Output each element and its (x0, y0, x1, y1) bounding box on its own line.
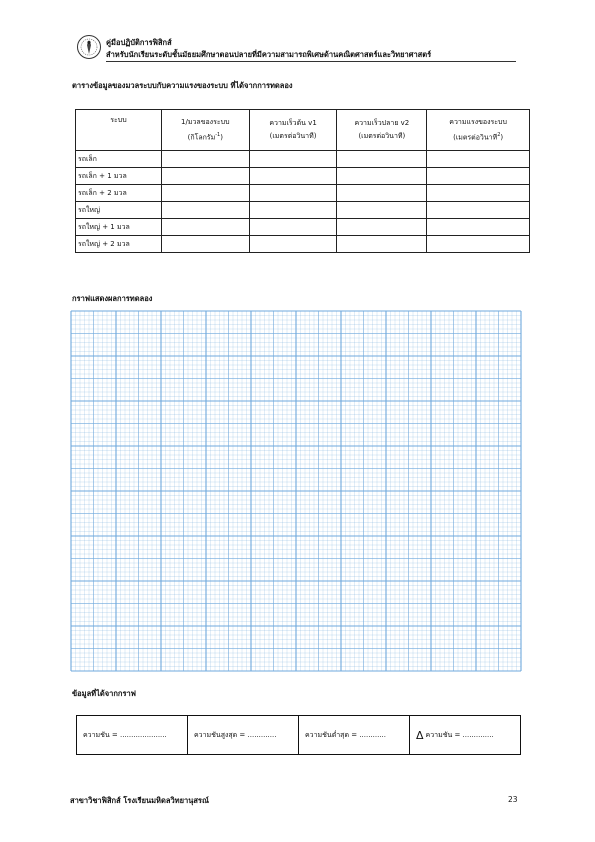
table-cell[interactable] (249, 151, 337, 168)
table-cell[interactable] (161, 236, 249, 253)
table-cell[interactable] (337, 151, 427, 168)
table-row (76, 151, 530, 168)
column-header-unit: (เมตรต่อวินาที) (358, 132, 406, 140)
delta-slope-label: ความชัน = .............. (425, 730, 494, 739)
table-cell[interactable] (249, 185, 337, 202)
table-cell[interactable] (249, 202, 337, 219)
delta-slope-field[interactable] (409, 716, 520, 754)
table-cell[interactable] (161, 185, 249, 202)
row-label: รถใหญ่ (76, 202, 162, 219)
table-cell[interactable] (427, 185, 530, 202)
row-label: รถเล็ก (76, 151, 162, 168)
column-header-inverse-mass (161, 110, 249, 151)
column-header-initial-velocity (249, 110, 337, 151)
graph-title: กราฟแสดงผลการทดลอง (72, 294, 153, 303)
table-cell[interactable] (427, 219, 530, 236)
page-number: 23 (508, 795, 518, 804)
column-header-unit: (เมตรต่อวินาที) (269, 132, 317, 140)
graph-info-box (76, 715, 521, 755)
delta-icon: Δ (416, 728, 424, 742)
column-header-unit: (เมตรต่อวินาที$^2$) (453, 131, 504, 142)
column-header-label: ความเร็วปลาย v2 (354, 119, 410, 127)
min-slope-label: ความชันต่ำสุด = ............ (305, 730, 387, 739)
header-subtitle: สำหรับนักเรียนระดับชั้นมัธยมศึกษาตอนปลายที่มีความสามารถพิเศษด้านคณิตศาสตร์และวิทยาศาสตร์ (106, 50, 432, 59)
table-cell[interactable] (337, 202, 427, 219)
table-row (76, 168, 530, 185)
row-label: รถเล็ก + 1 มวล (76, 168, 162, 185)
column-header-acceleration (427, 110, 530, 151)
page-header (76, 34, 546, 66)
column-header-label: ระบบ (110, 116, 127, 124)
table-cell[interactable] (337, 168, 427, 185)
school-seal-icon (76, 34, 102, 60)
column-header-final-velocity (337, 110, 427, 151)
max-slope-label: ความชันสูงสุด = ............. (194, 730, 277, 739)
table-cell[interactable] (337, 236, 427, 253)
column-header-label: ความแรงของระบบ (449, 117, 507, 126)
table-row (76, 219, 530, 236)
table-title: ตารางข้อมูลของมวลระบบกับความแรงของระบบ ที่ได้จากการทดลอง (72, 81, 293, 90)
column-header-label: ความเร็วต้น v1 (269, 119, 317, 127)
max-slope-field[interactable] (187, 716, 298, 754)
row-label: รถใหญ่ + 1 มวล (76, 219, 162, 236)
table-cell[interactable] (249, 236, 337, 253)
table-cell[interactable] (161, 151, 249, 168)
header-divider (106, 61, 516, 62)
row-label: รถเล็ก + 2 มวล (76, 185, 162, 202)
graph-paper[interactable] (70, 310, 522, 672)
min-slope-field[interactable] (298, 716, 409, 754)
row-label: รถใหญ่ + 2 มวล (76, 236, 162, 253)
column-header-unit: (กิโลกรัม$^{-1}$) (187, 131, 223, 142)
table-cell[interactable] (249, 219, 337, 236)
table-cell[interactable] (161, 219, 249, 236)
table-row (76, 185, 530, 202)
table-cell[interactable] (161, 168, 249, 185)
slope-field[interactable] (77, 716, 187, 754)
data-table (75, 109, 530, 253)
footer-department: สาขาวิชาฟิสิกส์ โรงเรียนมหิดลวิทยานุสรณ์ (70, 796, 209, 805)
table-cell[interactable] (427, 168, 530, 185)
column-header-label: 1/มวลของระบบ (181, 117, 230, 126)
table-cell[interactable] (427, 236, 530, 253)
table-row (76, 202, 530, 219)
table-row (76, 236, 530, 253)
table-cell[interactable] (161, 202, 249, 219)
table-cell[interactable] (427, 202, 530, 219)
graph-info-title: ข้อมูลที่ได้จากกราฟ (72, 689, 136, 698)
slope-label: ความชัน = ..................... (83, 730, 167, 739)
table-cell[interactable] (249, 168, 337, 185)
column-header-system (76, 110, 162, 151)
table-cell[interactable] (337, 219, 427, 236)
table-header-row (76, 110, 530, 151)
table-cell[interactable] (427, 151, 530, 168)
table-cell[interactable] (337, 185, 427, 202)
header-title: คู่มือปฏิบัติการฟิสิกส์ (106, 38, 172, 47)
